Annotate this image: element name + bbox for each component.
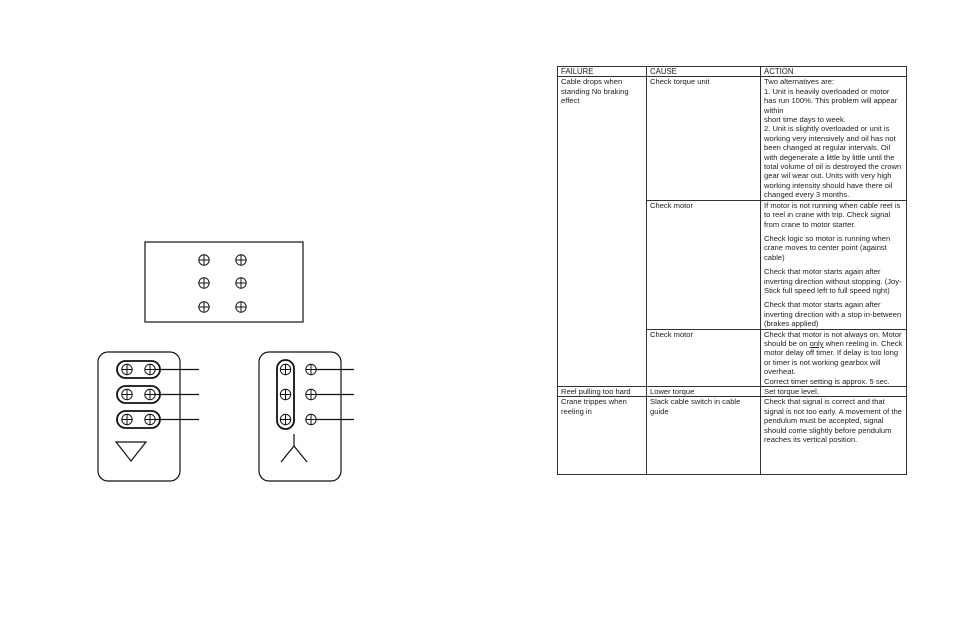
- delta-connection-diagram: [98, 352, 199, 481]
- failure-cell: Cable drops when standing No braking effect: [558, 77, 647, 200]
- action-paragraph: Check logic so motor is running when crane moves to center point (against cable): [764, 233, 891, 262]
- table-row: [558, 329, 907, 386]
- action-text-underlined: only: [809, 338, 824, 348]
- action-text-pre: Check that motor is not always on. Motor should be on: [764, 329, 902, 348]
- action-paragraph: Check that motor starts again after inverting direction without stopping. (Joy-Stick full speed left to full speed right): [764, 267, 902, 295]
- table-row: [558, 387, 907, 397]
- action-cell: [761, 387, 907, 397]
- action-cell: [761, 200, 907, 329]
- action-cell: [761, 77, 907, 200]
- action-paragraph: Two alternatives are: 1. Unit is heavily overloaded or motor has run 100%. This problem will appear within short time days to week. 2. Unit is slightly overloaded or unit is working very intensively and oil has not been changed at regular intervals. Oil with degenerate a little by little until the total volume of oil is destroyed the crown gear wil wear out. Units with very high working intensity should have there oil changed every 3 months.: [764, 77, 902, 200]
- action-paragraph: Check that signal is correct and that signal is not too early. A movement of the pendulum must be accepted, signal should come slightly before pendulum reaches its vertical position.: [764, 397, 902, 445]
- table-row: [558, 397, 907, 475]
- action-cell: [761, 397, 907, 475]
- table-row: [558, 200, 907, 329]
- action-paragraph: Check that motor starts again after inverting direction with a stop in-between (brakes applied): [764, 300, 902, 329]
- failure-cell: [558, 200, 647, 329]
- failure-cell: Reel pulling too hard: [558, 387, 647, 397]
- action-cell: [761, 329, 907, 386]
- star-connection-diagram: [259, 352, 354, 481]
- table-header-row: [558, 67, 907, 77]
- terminal-box-diagram: [145, 242, 303, 322]
- action-paragraph: If motor is not running when cable reel is to reel in crane with trip. Check signal from crane to motor starter.: [764, 200, 901, 229]
- troubleshooting-table: [557, 66, 907, 475]
- wiring-diagrams: [0, 0, 470, 618]
- action-paragraph: Set torque level.: [764, 387, 819, 396]
- failure-cell: [558, 329, 647, 386]
- header-failure: FAILURE: [558, 67, 647, 77]
- header-cause: CAUSE: [647, 67, 761, 77]
- cause-cell: Check torque unit: [647, 77, 761, 200]
- action-text-post: when reeling in. Check motor delay off timer. If delay is too long or timer is not working gearbox will overheat. Correct timer setting is approx. 5 sec.: [764, 338, 903, 386]
- cause-cell: Check motor: [647, 200, 761, 329]
- cause-cell: Lower torque: [647, 387, 761, 397]
- failure-cell: Crane trippes when reeling in: [558, 397, 647, 475]
- action-paragraph: [764, 330, 903, 386]
- table-row: [558, 77, 907, 200]
- cause-cell: Check motor: [647, 329, 761, 386]
- cause-cell: Slack cable switch in cable guide: [647, 397, 761, 475]
- header-action: ACTION: [761, 67, 907, 77]
